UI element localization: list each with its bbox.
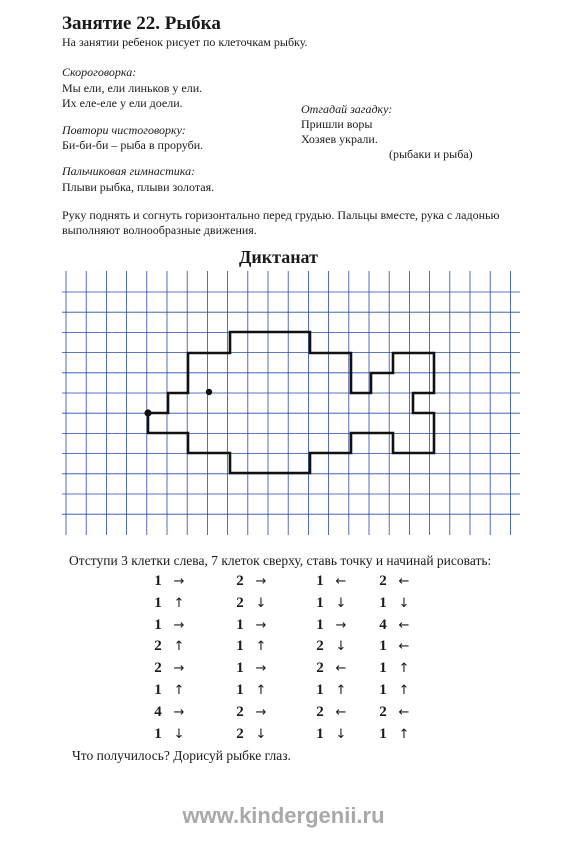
arrow-down-icon: ↓ bbox=[173, 726, 185, 742]
lesson-title: Занятие 22. Рыбка bbox=[62, 13, 221, 34]
arrow-right-icon: → bbox=[255, 574, 267, 589]
dictation-step bbox=[151, 573, 187, 590]
dictation-step bbox=[376, 638, 412, 655]
dictation-step bbox=[233, 638, 269, 655]
step-count: 4 bbox=[154, 703, 162, 720]
step-count: 1 bbox=[154, 725, 162, 742]
arrow-right-icon: → bbox=[335, 617, 347, 633]
dictation-step bbox=[151, 682, 187, 699]
arrow-down-icon: ↓ bbox=[335, 595, 347, 611]
step-count: 2 bbox=[236, 573, 244, 589]
step-count: 1 bbox=[236, 616, 244, 633]
arrow-left-icon: ← bbox=[398, 704, 410, 720]
step-count: 1 bbox=[316, 573, 324, 589]
dictation-step bbox=[151, 617, 187, 634]
step-count: 4 bbox=[379, 616, 387, 633]
step-count: 1 bbox=[379, 594, 387, 611]
arrow-up-icon: ↑ bbox=[398, 683, 410, 698]
arrow-left-icon: ← bbox=[335, 704, 347, 720]
tongue-twister-heading: Скороговорка: bbox=[62, 65, 137, 79]
dictation-instruction: Отступи 3 клетки слева, 7 клеток сверху, ставь точку и начинай рисовать: bbox=[69, 553, 492, 568]
dictation-step bbox=[233, 595, 269, 612]
step-count: 1 bbox=[379, 725, 387, 742]
arrow-right-icon: → bbox=[173, 617, 185, 633]
step-count: 1 bbox=[154, 573, 162, 589]
step-count: 2 bbox=[379, 573, 387, 589]
arrow-up-icon: ↑ bbox=[255, 639, 267, 655]
arrow-right-icon: → bbox=[255, 704, 267, 720]
arrow-left-icon: ← bbox=[335, 661, 347, 677]
dictation-step bbox=[376, 573, 412, 590]
dictation-step bbox=[151, 704, 187, 721]
arrow-down-icon: ↓ bbox=[335, 639, 347, 655]
dictation-step bbox=[313, 660, 349, 677]
gym-description-line-2: выполняют волнообразные движения. bbox=[62, 223, 257, 237]
arrow-right-icon: → bbox=[255, 617, 267, 633]
finger-gym-heading: Пальчиковая гимнастика: bbox=[62, 164, 196, 178]
step-count: 1 bbox=[236, 682, 244, 698]
step-count: 1 bbox=[316, 594, 324, 611]
start-point bbox=[144, 409, 151, 416]
step-count: 2 bbox=[154, 660, 162, 677]
dictation-step bbox=[313, 704, 349, 721]
arrow-down-icon: ↓ bbox=[255, 726, 267, 742]
riddle-heading: Отгадай загадку: bbox=[301, 102, 393, 116]
dictation-step bbox=[151, 595, 187, 612]
arrow-down-icon: ↓ bbox=[335, 726, 347, 742]
dictation-step bbox=[313, 595, 349, 612]
arrow-left-icon: ← bbox=[398, 617, 410, 633]
gym-description-line-1: Руку поднять и согнуть горизонтально перед грудью. Пальцы вместе, рука с ладонью bbox=[62, 208, 500, 222]
dictation-step bbox=[313, 617, 349, 634]
dictation-step bbox=[151, 726, 187, 743]
arrow-up-icon: ↑ bbox=[398, 661, 410, 677]
step-count: 2 bbox=[316, 703, 324, 720]
step-count: 1 bbox=[379, 682, 387, 698]
pure-speech-heading: Повтори чистоговорку: bbox=[62, 123, 186, 137]
arrow-up-icon: ↑ bbox=[173, 639, 185, 655]
step-count: 1 bbox=[236, 638, 244, 655]
arrow-left-icon: ← bbox=[398, 639, 410, 655]
arrow-up-icon: ↑ bbox=[398, 726, 410, 742]
step-count: 1 bbox=[316, 682, 324, 698]
dictation-step bbox=[376, 704, 412, 721]
dictation-step bbox=[313, 638, 349, 655]
step-count: 1 bbox=[316, 725, 324, 742]
finger-gym-line: Плыви рыбка, плыви золотая. bbox=[62, 180, 215, 194]
arrow-up-icon: ↑ bbox=[255, 683, 267, 698]
pure-speech-line: Би-би-би – рыба в проруби. bbox=[62, 138, 204, 152]
dictation-step bbox=[151, 638, 187, 655]
step-count: 1 bbox=[379, 660, 387, 677]
arrow-up-icon: ↑ bbox=[173, 683, 185, 698]
riddle-line-1: Пришли воры bbox=[301, 117, 373, 131]
tongue-twister-line-2: Их еле-еле у ели доели. bbox=[62, 96, 183, 110]
arrow-up-icon: ↑ bbox=[173, 595, 185, 611]
dictation-step bbox=[233, 617, 269, 634]
dictation-step bbox=[233, 682, 269, 699]
step-count: 2 bbox=[379, 703, 387, 720]
grid-lines bbox=[62, 271, 520, 535]
dictation-step bbox=[376, 660, 412, 677]
dictation-step bbox=[376, 595, 412, 612]
step-count: 2 bbox=[236, 703, 244, 720]
riddle-line-2: Хозяев украли. bbox=[301, 132, 378, 146]
final-question: Что получилось? Дорисуй рыбке глаз. bbox=[72, 748, 291, 763]
tongue-twister-line-1: Мы ели, ели линьков у ели. bbox=[62, 81, 203, 95]
arrow-right-icon: → bbox=[173, 574, 185, 589]
step-count: 1 bbox=[316, 616, 324, 633]
dictation-step bbox=[233, 704, 269, 721]
arrow-down-icon: ↓ bbox=[255, 595, 267, 611]
dictation-step bbox=[233, 660, 269, 677]
riddle-answer: (рыбаки и рыба) bbox=[389, 147, 473, 161]
step-count: 2 bbox=[236, 594, 244, 611]
dictation-step bbox=[376, 726, 412, 743]
arrow-down-icon: ↓ bbox=[398, 595, 410, 611]
step-count: 1 bbox=[236, 660, 244, 677]
dictation-step bbox=[376, 617, 412, 634]
arrow-up-icon: ↑ bbox=[335, 683, 347, 698]
dictation-title: Диктанат bbox=[239, 247, 318, 267]
step-count: 1 bbox=[154, 616, 162, 633]
fish-outline bbox=[148, 332, 434, 473]
arrow-left-icon: ← bbox=[335, 574, 347, 589]
step-count: 2 bbox=[154, 638, 162, 655]
arrow-right-icon: → bbox=[255, 661, 267, 677]
step-count: 2 bbox=[316, 638, 324, 655]
step-count: 1 bbox=[379, 638, 387, 655]
dictation-step bbox=[233, 573, 269, 590]
arrow-right-icon: → bbox=[173, 661, 185, 677]
step-count: 1 bbox=[154, 594, 162, 611]
footer-site-link[interactable]: www.kindergenii.ru bbox=[182, 803, 385, 828]
step-count: 2 bbox=[316, 660, 324, 677]
dictation-step bbox=[313, 682, 349, 699]
arrow-right-icon: → bbox=[173, 704, 185, 720]
step-count: 2 bbox=[236, 725, 244, 742]
dictation-step bbox=[313, 573, 349, 590]
lesson-intro: На занятии ребенок рисует по клеточкам рыбку. bbox=[62, 35, 308, 49]
dictation-step bbox=[233, 726, 269, 743]
arrow-left-icon: ← bbox=[398, 574, 410, 589]
dictation-step bbox=[313, 726, 349, 743]
dictation-step bbox=[151, 660, 187, 677]
fish-eye bbox=[206, 389, 212, 395]
dictation-step bbox=[376, 682, 412, 699]
step-count: 1 bbox=[154, 682, 162, 698]
